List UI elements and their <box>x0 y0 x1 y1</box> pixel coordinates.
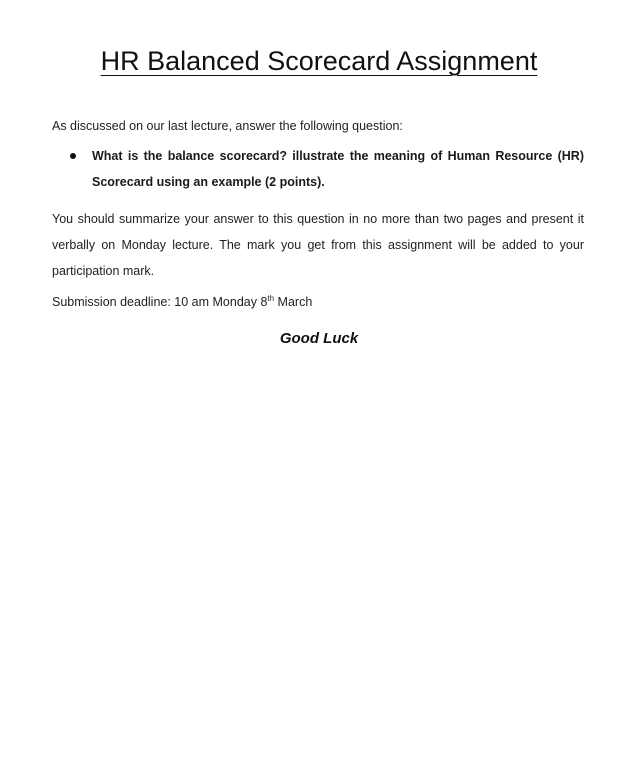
document-title <box>0 44 638 78</box>
deadline-prefix: Submission deadline: 10 am Monday 8 <box>52 295 268 309</box>
deadline-superscript: th <box>267 293 275 303</box>
deadline-suffix: March <box>274 295 313 309</box>
summary-paragraph: You should summarize your answer to this question in no more than two pages and present it verbally on Monday lecture. The mark you get from this assignment will be added to your participation mark. <box>52 212 584 278</box>
intro-paragraph: As discussed on our last lecture, answer the following question: <box>52 119 403 133</box>
submission-deadline <box>52 293 584 311</box>
question-text: What is the balance scorecard? illustrate the meaning of Human Resource (HR) Scorecard using an example (2 points). <box>92 149 584 189</box>
bullet-icon <box>70 153 76 159</box>
closing-text: Good Luck <box>279 330 359 347</box>
title-text: HR Balanced Scorecard Assignment <box>100 46 538 76</box>
